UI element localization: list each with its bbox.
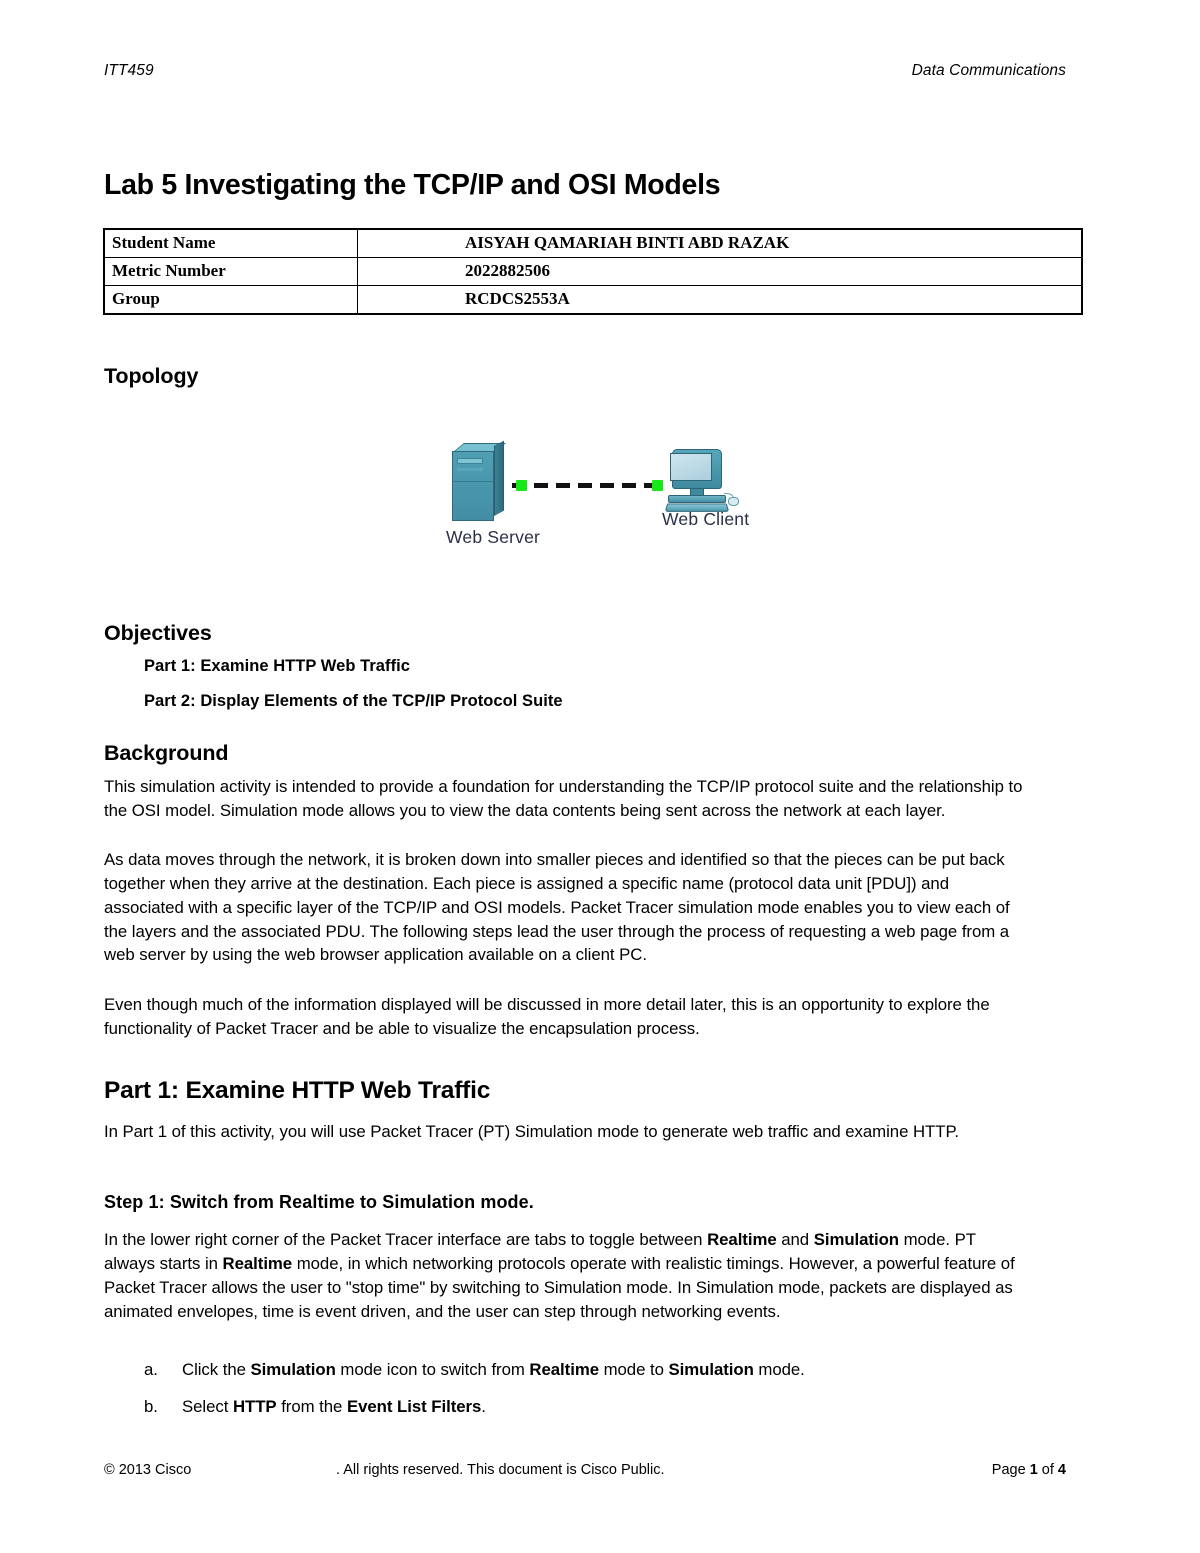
part-1-intro: In Part 1 of this activity, you will use Packet Tracer (PT) Simulation mode to generate web traffic and examine HTTP. <box>104 1122 960 1141</box>
step-1-bold-realtime: Realtime <box>707 1230 777 1249</box>
row-value-group: RCDCS2553A <box>358 285 1083 314</box>
footer-page-middle: of <box>1037 1462 1058 1478</box>
web-client-label: Web Client <box>662 509 750 529</box>
row-value-metric-number: 2022882506 <box>358 257 1083 285</box>
footer-page-number <box>992 1462 1066 1478</box>
row-label-metric-number: Metric Number <box>104 257 358 285</box>
topology-heading: Topology <box>104 364 199 388</box>
step-1-text-3: mode. PT always starts in <box>104 1230 976 1273</box>
item-a-text-4: mode. <box>753 1360 805 1379</box>
step-1-heading: Step 1: Switch from Realtime to Simulation mode. <box>104 1192 534 1212</box>
footer-rights: . All rights reserved. This document is Cisco Public. <box>336 1462 665 1478</box>
item-b-text-2: from the <box>276 1397 347 1416</box>
link-status-led-server <box>516 480 527 491</box>
network-link-icon <box>512 483 664 488</box>
document-body <box>104 169 1066 1416</box>
item-a-text-3: mode to <box>598 1360 669 1379</box>
table-row <box>104 257 1082 285</box>
item-a-bold-3: Simulation <box>668 1360 754 1379</box>
list-item <box>144 1395 1064 1419</box>
row-label-group: Group <box>104 285 358 314</box>
item-a-bold-1: Simulation <box>250 1360 336 1379</box>
background-paragraph-3: Even though much of the information displayed will be discussed in more detail later, this is an opportunity to explore the functionality of Packet Tracer and be able to visualize the encapsulation process. <box>104 995 990 1038</box>
background-heading: Background <box>104 741 229 765</box>
item-a-text-1: Click the <box>182 1360 251 1379</box>
list-item-text-a <box>182 1358 805 1382</box>
footer-page-total: 4 <box>1057 1462 1066 1478</box>
student-info-table <box>103 228 1083 315</box>
item-b-text-3: . <box>481 1397 486 1416</box>
topology-diagram <box>104 435 1066 585</box>
table-row <box>104 285 1082 314</box>
web-server-icon <box>452 443 504 521</box>
background-paragraph-2: As data moves through the network, it is broken down into smaller pieces and identified so that the pieces can be put back together when they arrive at the destination. Each piece is assigned a specific name (protocol data unit [PDU]) and associated with a specific layer of the TCP/IP and OSI models. Packet Tracer simulation mode enables you to view each of the layers and the associated PDU. The following steps lead the user through the process of requesting a web page from a web server by using the web browser application available on a client PC. <box>104 850 1010 965</box>
step-1-text-4: mode, in which networking protocols operate with realistic timings. However, a powerful feature of Packet Tracer allows the user to "stop time" by switching to Simulation mode. In Simulation mode, packets are displayed as animated envelopes, time is event driven, and the user can step through networking events. <box>104 1253 1015 1321</box>
item-b-text-1: Select <box>182 1397 233 1416</box>
row-value-student-name: AISYAH QAMARIAH BINTI ABD RAZAK <box>358 229 1083 258</box>
list-item-marker-a: a. <box>144 1360 158 1379</box>
footer-page-prefix: Page <box>991 1462 1030 1478</box>
page-title: Lab 5 Investigating the TCP/IP and OSI Models <box>104 169 721 201</box>
item-a-text-2: mode icon to switch from <box>335 1360 530 1379</box>
step-1-bold-simulation: Simulation <box>813 1230 899 1249</box>
step-1-paragraph <box>104 1228 1024 1323</box>
objectives-heading: Objectives <box>104 621 212 645</box>
item-b-bold-1: HTTP <box>232 1397 277 1416</box>
item-a-bold-2: Realtime <box>529 1360 599 1379</box>
step-1-text-1: In the lower right corner of the Packet Tracer interface are tabs to toggle between <box>104 1230 708 1249</box>
footer-page-current: 1 <box>1029 1462 1038 1478</box>
web-server-label: Web Server <box>446 527 541 547</box>
item-b-bold-2: Event List Filters <box>346 1397 482 1416</box>
footer-copyright: © 2013 Cisco <box>104 1462 192 1478</box>
objective-part-1: Part 1: Examine HTTP Web Traffic <box>144 657 410 675</box>
list-item-text-b <box>182 1395 486 1419</box>
list-item <box>144 1358 1064 1382</box>
list-item-marker-b: b. <box>144 1397 158 1416</box>
header-course-code: ITT459 <box>104 62 154 79</box>
background-paragraph-1: This simulation activity is intended to provide a foundation for understanding the TCP/IP protocol suite and the relationship to the OSI model. Simulation mode allows you to view the data contents being sent across the network at each layer. <box>104 777 1023 820</box>
table-row <box>104 229 1082 258</box>
objective-part-2: Part 2: Display Elements of the TCP/IP Protocol Suite <box>144 692 563 710</box>
link-status-led-client <box>652 480 663 491</box>
header-course-name: Data Communications <box>911 62 1066 79</box>
step-1-text-2: and <box>776 1230 814 1249</box>
document-header <box>104 62 1066 80</box>
row-label-student-name: Student Name <box>104 229 358 258</box>
step-1-bold-realtime-2: Realtime <box>222 1253 293 1273</box>
part-1-heading: Part 1: Examine HTTP Web Traffic <box>104 1077 491 1104</box>
